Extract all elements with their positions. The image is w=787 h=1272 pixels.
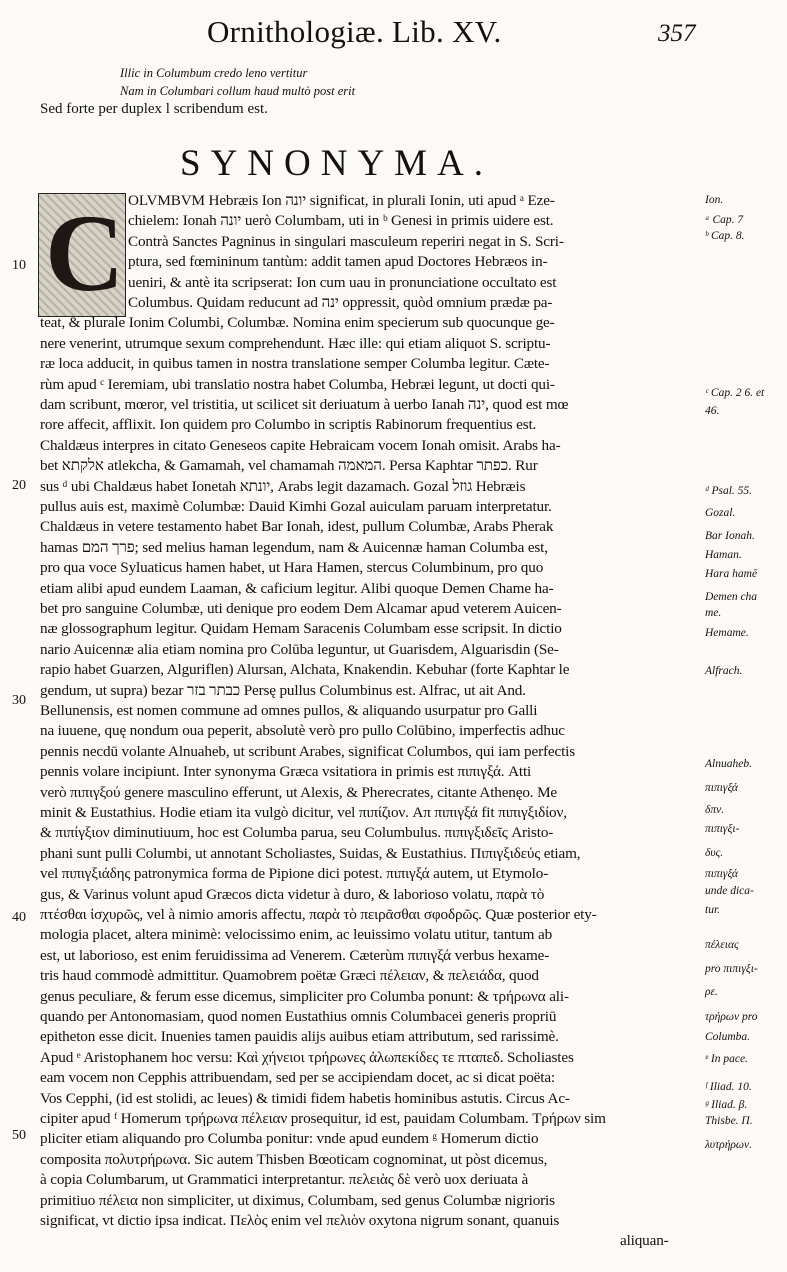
margin-note: πιπιγξά	[705, 782, 738, 794]
text-line: OLVMBVM Hebræis Ion יונה significat, in plurali Ionin, uti apud ᵃ Eze-	[128, 192, 555, 209]
text-line: pullus auis est, maximè Columbæ: Dauid Kimhi Gozal auiculam paruam interpretatur.	[40, 498, 552, 515]
margin-note: Alnuaheb.	[705, 758, 752, 770]
text-line: πτέσθαι ἰσχυρῶς, vel à nimio amoris affectu, παρὰ τὸ πειρᾶσθαι σφοδρῶς. Quæ posterior ety-	[40, 906, 597, 923]
text-line: quando per Antonomasiam, quod nomen Eustathius omnis Columbacei generis propriū	[40, 1008, 557, 1025]
margin-note: Columba.	[705, 1031, 751, 1043]
initial-letter: C	[45, 192, 125, 314]
text-line: hamas פרך המם; sed melius haman legendum, nam & Auicennæ haman Columba est,	[40, 538, 548, 556]
text-line: significat, vt dictio ipsa indicat. Πελὸς enim vel πελιὸν oxytona nigrum sonant, quanuis	[40, 1212, 560, 1229]
text-line: ueniri, & antè ita scripserat: Ion cum uau in pronunciatione occultato est	[128, 273, 557, 291]
section-title: SYNONYMA.	[180, 143, 494, 184]
text-line: bet pro sanguine Columbæ, uti denique pro eodem Dem Alcamar apud veterem Auicen-	[40, 600, 562, 617]
text-line: nere venerint, utrumque sexum comprehendunt. Hæc ille: qui etiam aliquot S. scriptu-	[40, 334, 551, 352]
line-number: 20	[12, 478, 26, 493]
margin-note: ᵈ Psal. 55.	[705, 485, 753, 497]
text-line: Apud ᵉ Aristophanem hoc versu: Καὶ χήνειοι τρήρωνες ἀλωπεκίδες τε πταπεδ. Scholiastes	[40, 1048, 574, 1066]
ornamental-initial	[38, 193, 126, 317]
text-line: composita πολυτρήρωνα. Sic autem Thisben Bœoticam cognominat, ut pòst dicemus,	[40, 1150, 548, 1168]
verse-line: Sed forte per duplex l scribendum est.	[40, 101, 268, 117]
text-line: verò πιπιγξού genere masculino efferunt, ut Alexis, & Pherecrates, citante Athenęo. Me	[40, 783, 558, 801]
margin-note: πέλειας	[705, 939, 739, 951]
margin-note: Gozal.	[705, 507, 736, 519]
margin-note: pro πιπιγξι-	[705, 963, 758, 975]
line-number: 40	[12, 910, 26, 925]
text-line: Columbus. Quidam reducunt ad ינה oppressit, quòd omnium prædæ pa-	[128, 294, 553, 311]
margin-note: ᵍ Iliad. β.	[705, 1099, 748, 1111]
text-line: & πιπίγξιον diminutiuum, hoc est Columba parua, seu Columbulus. πιπιγξιδεῖς Aristo-	[40, 824, 554, 842]
text-line: à copia Columbarum, ut Grammatici interpretantur. πελειὰς δὲ verò uox deriuata à	[40, 1171, 529, 1189]
text-line: dam scribunt, mœror, vel tristitia, ut scilicet sit deriuatum à uerbo Ianah ינה, quod est mœ	[40, 396, 569, 413]
margin-note: Hemame.	[705, 627, 749, 639]
text-line: rapio habet Guarzen, Alguriflen) Alursan, Alchata, Knakendin. Kebuhar (forte Kaphtar le	[40, 661, 570, 679]
line-number: 30	[12, 693, 26, 708]
page-header	[0, 14, 787, 50]
text-line: est, ut laborioso, est enim feruidissima ad Venerem. Cæterùm πιπιγξά verbus hexame-	[40, 946, 550, 964]
text-line: gendum, ut supra) bezar כבתר בזר Persę pullus Columbinus est. Alfrac, ut ait And.	[40, 681, 526, 699]
margin-note: me.	[705, 607, 722, 619]
text-line: Bellunensis, est nomen commune ad omnes pullos, & aliquando usurpatur pro Galli	[40, 702, 538, 719]
margin-note: tur.	[705, 904, 721, 916]
text-line: rore affecit, afflixit. Ion quidem pro Columbo in scriptis Rabinorum frequentius est.	[40, 416, 537, 434]
page-number: 357	[658, 20, 696, 47]
text-line: Vos Cepphi, (id est stolidi, ac leues) & timidi fidem habetis hominibus astutis. Circus Ac-	[40, 1089, 570, 1107]
margin-note: δπν.	[705, 804, 725, 816]
margin-note: πιπιγξά	[705, 868, 738, 880]
verse-line: Nam in Columbari collum haud multò post erit	[120, 84, 356, 98]
text-line: mologia placet, altera minimè: velocissimo enim, ac leuissimo volatu utitur, tantum ab	[40, 926, 553, 944]
margin-note: πιπιγξι-	[705, 823, 740, 835]
margin-note: Haman.	[705, 549, 742, 561]
margin-note: ᵉ In pace.	[705, 1053, 748, 1065]
text-line: Contrà Sanctes Pagninus in singulari masculeum reperiri negat in S. Scri-	[128, 232, 564, 250]
text-line: pliciter etiam aliquando pro Columba ponitur: vnde apud eundem ᵍ Homerum dictio	[40, 1130, 539, 1148]
margin-note: unde dica-	[705, 885, 754, 897]
text-line: phani sunt pulli Columbi, ut annotant Scholiastes, Suidas, & Eustathius. Πιπιγξιδεύς etiam,	[40, 844, 581, 862]
margin-note: Thisbe. Π.	[705, 1115, 753, 1127]
text-line: pennis volare incipiunt. Inter synonyma Græca vsitatiora in primis est πιπιγξά. Atti	[40, 763, 532, 781]
margin-note: τρήρων pro	[705, 1011, 758, 1023]
text-line: ptura, sed fœmininum tantùm: addit tamen apud Doctores Hebræos in-	[128, 253, 548, 271]
text-line: aliquan-	[620, 1232, 669, 1250]
text-line: rùm apud ᶜ Ieremiam, ubi translatio nostra habet Columba, Hebræi legunt, ut docti qui-	[40, 375, 555, 393]
margin-note: ᵇ Cap. 8.	[705, 230, 745, 242]
margin-note: ᶠ Iliad. 10.	[705, 1081, 752, 1093]
text-line: bet אלקתא atlekcha, & Gamamah, vel chamamah המאמה. Persa Kaphtar כפתר. Rur	[40, 457, 538, 475]
margin-note: Alfrach.	[705, 665, 743, 677]
margin-note: ᵃ Cap. 7	[705, 214, 744, 226]
text-line: tris haud commodè admittitur. Quamobrem poëtæ Græci πέλειαν, & πελειάδα, quod	[40, 967, 539, 985]
line-number: 50	[12, 1128, 26, 1143]
text-line: cipiter apud ᶠ Homerum τρήρωνα πέλειαν prosequitur, id est, pauidam Columbam. Τρήρων sim	[40, 1110, 606, 1127]
text-line: Chaldæus interpres in citato Geneseos capite Hebraicam vocem Ionah omisit. Arabs ha-	[40, 436, 561, 454]
margin-note: ρε.	[705, 986, 718, 998]
margin-note: Bar Ionah.	[705, 530, 755, 542]
text-line: eam vocem non Cepphis attribuendam, sed per se accipiendam docet, ac si dicat poëta:	[40, 1069, 555, 1087]
running-title: Ornithologiæ. Lib. XV.	[207, 14, 502, 49]
text-line: gus, & Varinus volunt apud Græcos dicta videtur à duro, & laborioso volatu, παρὰ τὸ	[40, 885, 545, 903]
line-number: 10	[12, 258, 26, 273]
text-line: genus peculiare, & ferum esse dicemus, simpliciter pro Columba ponunt: & τρήρωνα ali-	[40, 987, 569, 1005]
text-line: Chaldæus in vetere testamento habet Bar Ionah, idest, pullum Columbæ, Arabs Pherak	[40, 518, 554, 536]
text-line: epitheton esse dicit. Inuenies tamen pauidis alijs auibus etiam attributum, sed rarissimè.	[40, 1028, 559, 1046]
text-line: næ glossographum legitur. Quidam Hemam Saracenis Columbam esse scripsit. In dictio	[40, 620, 562, 638]
text-line: etiam alibi apud eundem Laaman, & caficium legitur. Alibi quoque Demen Chame ha-	[40, 579, 554, 597]
verse-line: Illic in Columbum credo leno vertitur	[120, 66, 308, 80]
margin-note: Hara hamē	[705, 568, 758, 580]
text-line: teat, & plurale Ionim Columbi, Columbæ. Nomina enim specierum sub quocunque ge-	[40, 314, 555, 332]
text-line: pennis necdū volante Alnuaheb, ut scribunt Arabes, significat Columbos, qui iam perfectis	[40, 742, 575, 760]
text-line: sus ᵈ ubi Chaldæus habet Ionetah יונתא, Arabs legit dazamach. Gozal גוזל Hebræis	[40, 477, 526, 495]
text-line: na iuuene, quę nondum oua peperit, absolutè verò pro pullo Colūbino, imperfectis adhuc	[40, 722, 565, 740]
margin-note: δυς.	[705, 847, 724, 859]
margin-note: 46.	[705, 405, 720, 417]
text-line: pro qua voce Syluaticus hamen habet, ut Hara Hamen, stercus Columbinum, pro quo	[40, 559, 544, 577]
text-line: ræ loca adducit, in quibus tamen in nostra translatione semper Columba legitur. Cæte-	[40, 355, 550, 373]
text-line: minit & Eustathius. Hodie etiam ita vulgò dicitur, vel πιπίζιον. Aπ πιπιγξά fit πιπιγξιδίον,	[40, 804, 567, 821]
text-line: nario Auicennæ alia etiam nomina pro Colūba leguntur, ut Guarisdem, Alguarisdin (Se-	[40, 640, 559, 658]
margin-note: Demen cha	[705, 591, 758, 603]
margin-note: λυτρήρων.	[705, 1139, 753, 1151]
margin-note: ᶜ Cap. 2 6. et	[705, 387, 765, 399]
text-line: chielem: Ionah יונה uerò Columbam, uti in ᵇ Genesi in primis uidere est.	[128, 212, 554, 230]
text-line: vel πιπιγξιάδης patronymica forma de Pipione dici potest. πιπιγξά autem, ut Etymolo-	[40, 865, 549, 883]
margin-note: Ion.	[705, 194, 724, 206]
text-line: primitiuo πέλεια non simpliciter, ut diximus, Columbam, sed genus Columbæ nigrioris	[40, 1191, 555, 1209]
